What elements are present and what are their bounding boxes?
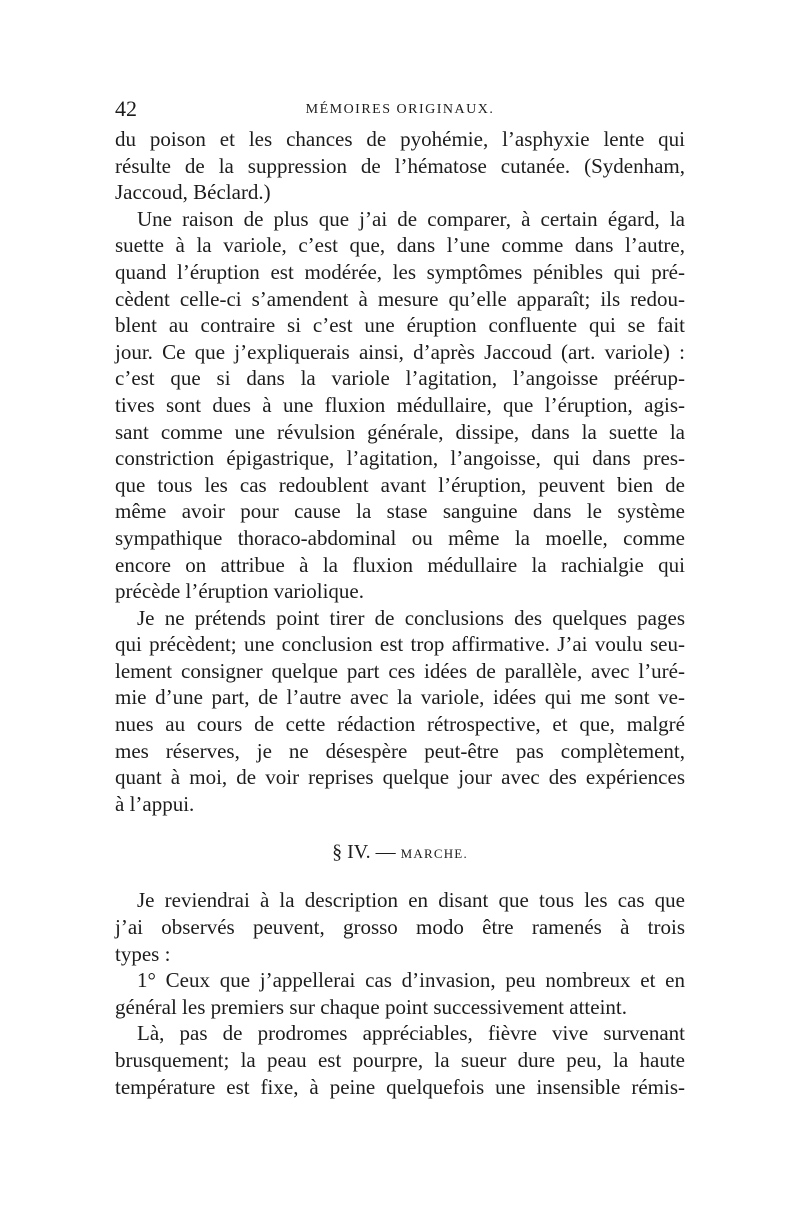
paragraph	[115, 206, 685, 605]
text-line: j’ai observés peuvent, grosso modo être ramenés à trois	[115, 915, 685, 940]
page-header	[115, 96, 685, 126]
text-line: précède l’éruption variolique.	[115, 579, 364, 604]
text-line: Je reviendrai à la description en disant que tous les cas que	[137, 888, 685, 913]
text-line: brusquement; la peau est pourpre, la sueur dure peu, la haute	[115, 1048, 685, 1072]
text-line: Jaccoud, Béclard.)	[115, 180, 271, 205]
text-line: du poison et les chances de pyohémie, l’asphyxie lente qui	[115, 127, 685, 151]
text-line: sympathique thoraco-abdominal ou même la moelle, comme	[115, 525, 685, 550]
text-line: mie d’une part, de l’autre avec la variole, idées qui me sont ve-	[115, 685, 685, 710]
text-line: à l’appui.	[115, 791, 195, 816]
text-line: mes réserves, je ne désespère peut-être pas complètement,	[115, 738, 685, 763]
text-line: que tous les cas redoublent avant l’éruption, peuvent bien de	[115, 472, 685, 497]
text-line: lement consigner quelque part ces idées de parallèle, avec l’uré-	[115, 658, 685, 683]
text-line: 1° Ceux que j’appellerai cas d’invasion, peu nombreux et en	[137, 968, 685, 993]
text-line: sant comme une révulsion générale, dissipe, dans la suette la	[115, 419, 685, 444]
page-number: 42	[115, 96, 137, 121]
text-line: quand l’éruption est modérée, les symptômes pénibles qui pré-	[115, 259, 685, 284]
paragraph	[115, 1020, 685, 1100]
text-line: même avoir pour cause la stase sanguine dans le système	[115, 499, 685, 524]
section-heading	[115, 839, 685, 867]
text-line: suette à la variole, c’est que, dans l’une comme dans l’autre,	[115, 233, 685, 258]
text-line: c’est que si dans la variole l’agitation, l’angoisse préérup-	[115, 366, 685, 391]
running-head: MÉMOIRES ORIGINAUX.	[305, 102, 495, 117]
paragraph	[115, 887, 685, 967]
text-line: jour. Ce que j’expliquerais ainsi, d’après Jaccoud (art. variole) :	[115, 339, 685, 364]
text-line: cèdent celle-ci s’amendent à mesure qu’elle apparaît; ils redou-	[115, 286, 685, 311]
book-page	[115, 96, 685, 1100]
text-line: encore on attribue à la fluxion médullaire la rachialgie qui	[115, 552, 685, 577]
text-line: quant à moi, de voir reprises quelque jour avec des expériences	[115, 765, 685, 790]
paragraph	[115, 967, 685, 1020]
text-line: constriction épigastrique, l’agitation, l’angoisse, qui dans pres-	[115, 446, 685, 471]
text-line: résulte de la suppression de l’hématose cutanée. (Sydenham,	[115, 153, 685, 178]
text-line: Je ne prétends point tirer de conclusions des quelques pages	[137, 605, 685, 630]
text-line: types :	[115, 941, 171, 966]
section-number: § IV. —	[332, 841, 401, 864]
text-line: qui précèdent; une conclusion est trop affirmative. J’ai voulu seu-	[115, 632, 685, 657]
paragraph	[115, 126, 685, 206]
text-line: blent au contraire si c’est une éruption confluente qui se fait	[115, 313, 685, 338]
text-line: tives sont dues à une fluxion médullaire, que l’éruption, agis-	[115, 392, 685, 417]
text-line: nues au cours de cette rédaction rétrospective, et que, malgré	[115, 712, 685, 737]
body-text-after-section	[115, 887, 685, 1100]
text-line: Une raison de plus que j’ai de comparer, à certain égard, la	[137, 206, 685, 231]
text-line: Là, pas de prodromes appréciables, fièvre vive survenant	[137, 1021, 685, 1046]
paragraph	[115, 605, 685, 818]
body-text-before-section	[115, 126, 685, 817]
section-title: MARCHE.	[400, 846, 468, 862]
text-line: température est fixe, à peine quelquefois une insensible rémis-	[115, 1074, 685, 1099]
text-line: général les premiers sur chaque point successivement atteint.	[115, 994, 627, 1019]
